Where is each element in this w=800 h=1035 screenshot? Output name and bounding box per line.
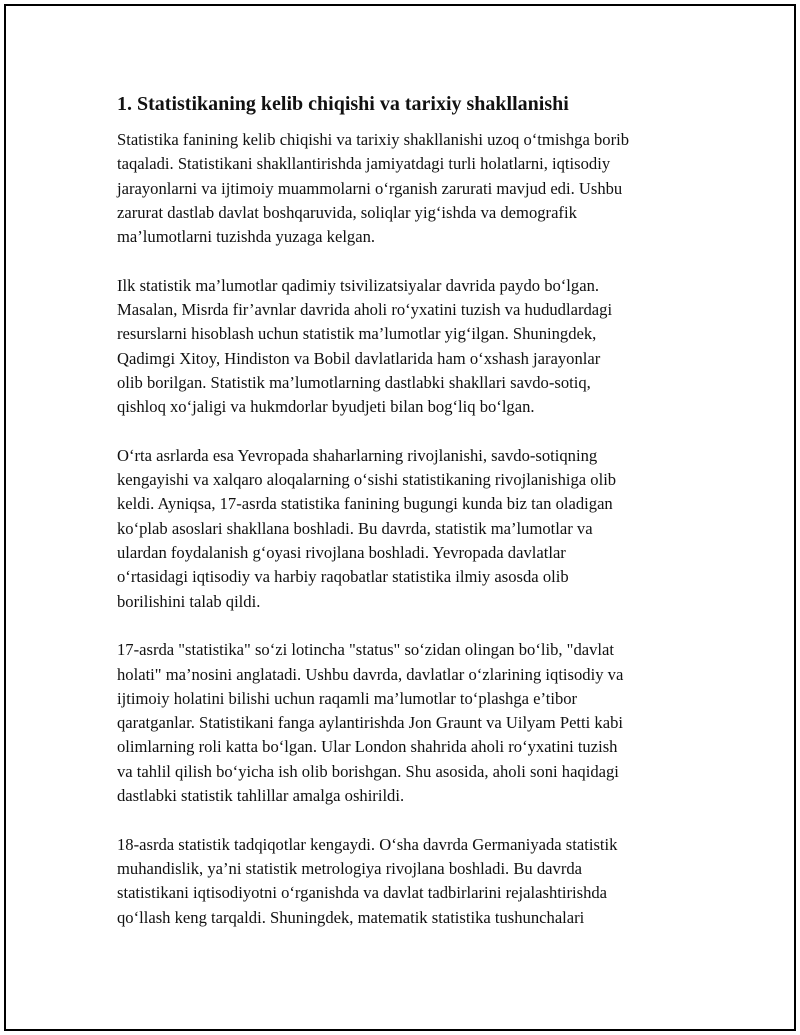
paragraph (117, 833, 697, 930)
paragraph-line: O‘rta asrlarda esa Yevropada shaharlarning rivojlanishi, savdo-sotiqning (117, 445, 598, 465)
paragraph (117, 444, 697, 614)
paragraph-line: Statistika fanining kelib chiqishi va tarixiy shakllanishi uzoq o‘tmishga borib (117, 130, 630, 149)
paragraph-line: borilishini talab qildi. (117, 591, 261, 611)
paragraph-line: olib borilgan. Statistik ma’lumotlarning dastlabki shakllari savdo-sotiq, (117, 372, 591, 392)
paragraph-line: kengayishi va xalqaro aloqalarning o‘sishi statistikaning rivojlanishiga olib (117, 470, 617, 490)
paragraph-line: dastlabki statistik tahlillar amalga oshirildi. (117, 786, 405, 806)
paragraph-line: ma’lumotlarni tuzishda yuzaga kelgan. (117, 227, 376, 247)
paragraph-line: holati" ma’nosini anglatadi. Ushbu davrda, davlatlar o‘zlarining iqtisodiy va (117, 664, 624, 684)
paragraph-line: qo‘llash keng tarqaldi. Shuningdek, matematik statistika tushunchalari (117, 907, 585, 927)
paragraph (117, 638, 697, 808)
paragraph-line: zarurat dastlab davlat boshqaruvida, soliqlar yig‘ishda va demografik (117, 202, 577, 222)
paragraph-line: Qadimgi Xitoy, Hindiston va Bobil davlatlarida ham o‘xshash jarayonlar (117, 348, 601, 368)
paragraphs-container (117, 128, 697, 930)
paragraph (117, 274, 697, 420)
paragraph-line: resurslarni hisoblash uchun statistik ma’lumotlar yig‘ilgan. Shuningdek, (117, 324, 597, 344)
paragraph-line: Ilk statistik ma’lumotlar qadimiy tsivilizatsiyalar davrida paydo bo‘lgan. (117, 275, 600, 295)
paragraph-line: Masalan, Misrda fir’avnlar davrida aholi ro‘yxatini tuzish va hududlardagi (117, 300, 613, 320)
paragraph-line: 18-asrda statistik tadqiqotlar kengaydi. O‘sha davrda Germaniyada statistik (117, 834, 618, 854)
paragraph-line: ijtimoiy holatini bilishi uchun raqamli ma’lumotlar to‘plashga e’tibor (117, 688, 578, 708)
paragraph-line: ko‘plab asoslari shakllana boshladi. Bu davrda, statistik ma’lumotlar va (117, 518, 593, 538)
document-body (117, 90, 697, 954)
paragraph (117, 128, 697, 249)
paragraph-line: ulardan foydalanish g‘oyasi rivojlana boshladi. Yevropada davlatlar (117, 543, 566, 563)
paragraph-line: 17-asrda "statistika" so‘zi lotincha "status" so‘zidan olingan bo‘lib, "davlat (117, 640, 615, 660)
paragraph-line: qishloq xo‘jaligi va hukmdorlar byudjeti bilan bog‘liq bo‘lgan. (117, 397, 535, 417)
paragraph-line: va tahlil qilish bo‘yicha ish olib borishgan. Shu asosida, aholi soni haqidagi (117, 761, 619, 781)
paragraph-line: olimlarning roli katta bo‘lgan. Ular London shahrida aholi ro‘yxatini tuzish (117, 737, 618, 757)
paragraph-line: muhandislik, ya’ni statistik metrologiya rivojlana boshladi. Bu davrda (117, 858, 583, 878)
paragraph-line: keldi. Ayniqsa, 17-asrda statistika fanining bugungi kunda biz tan oladigan (117, 494, 613, 514)
paragraph-line: taqaladi. Statistikani shakllantirishda jamiyatdagi turli holatlarni, iqtisodiy (117, 154, 611, 174)
paragraph-line: qaratganlar. Statistikani fanga aylantirishda Jon Graunt va Uilyam Petti kabi (117, 713, 623, 733)
paragraph-line: jarayonlarni va ijtimoiy muammolarni o‘rganish zarurati mavjud edi. Ushbu (117, 178, 623, 198)
paragraph-line: o‘rtasidagi iqtisodiy va harbiy raqobatlar statistika ilmiy asosda olib (117, 567, 569, 587)
section-heading: 1. Statistikaning kelib chiqishi va tarixiy shakllanishi (117, 93, 569, 115)
paragraph-line: statistikani iqtisodiyotni o‘rganishda va davlat tadbirlarini rejalashtirishda (117, 883, 608, 903)
